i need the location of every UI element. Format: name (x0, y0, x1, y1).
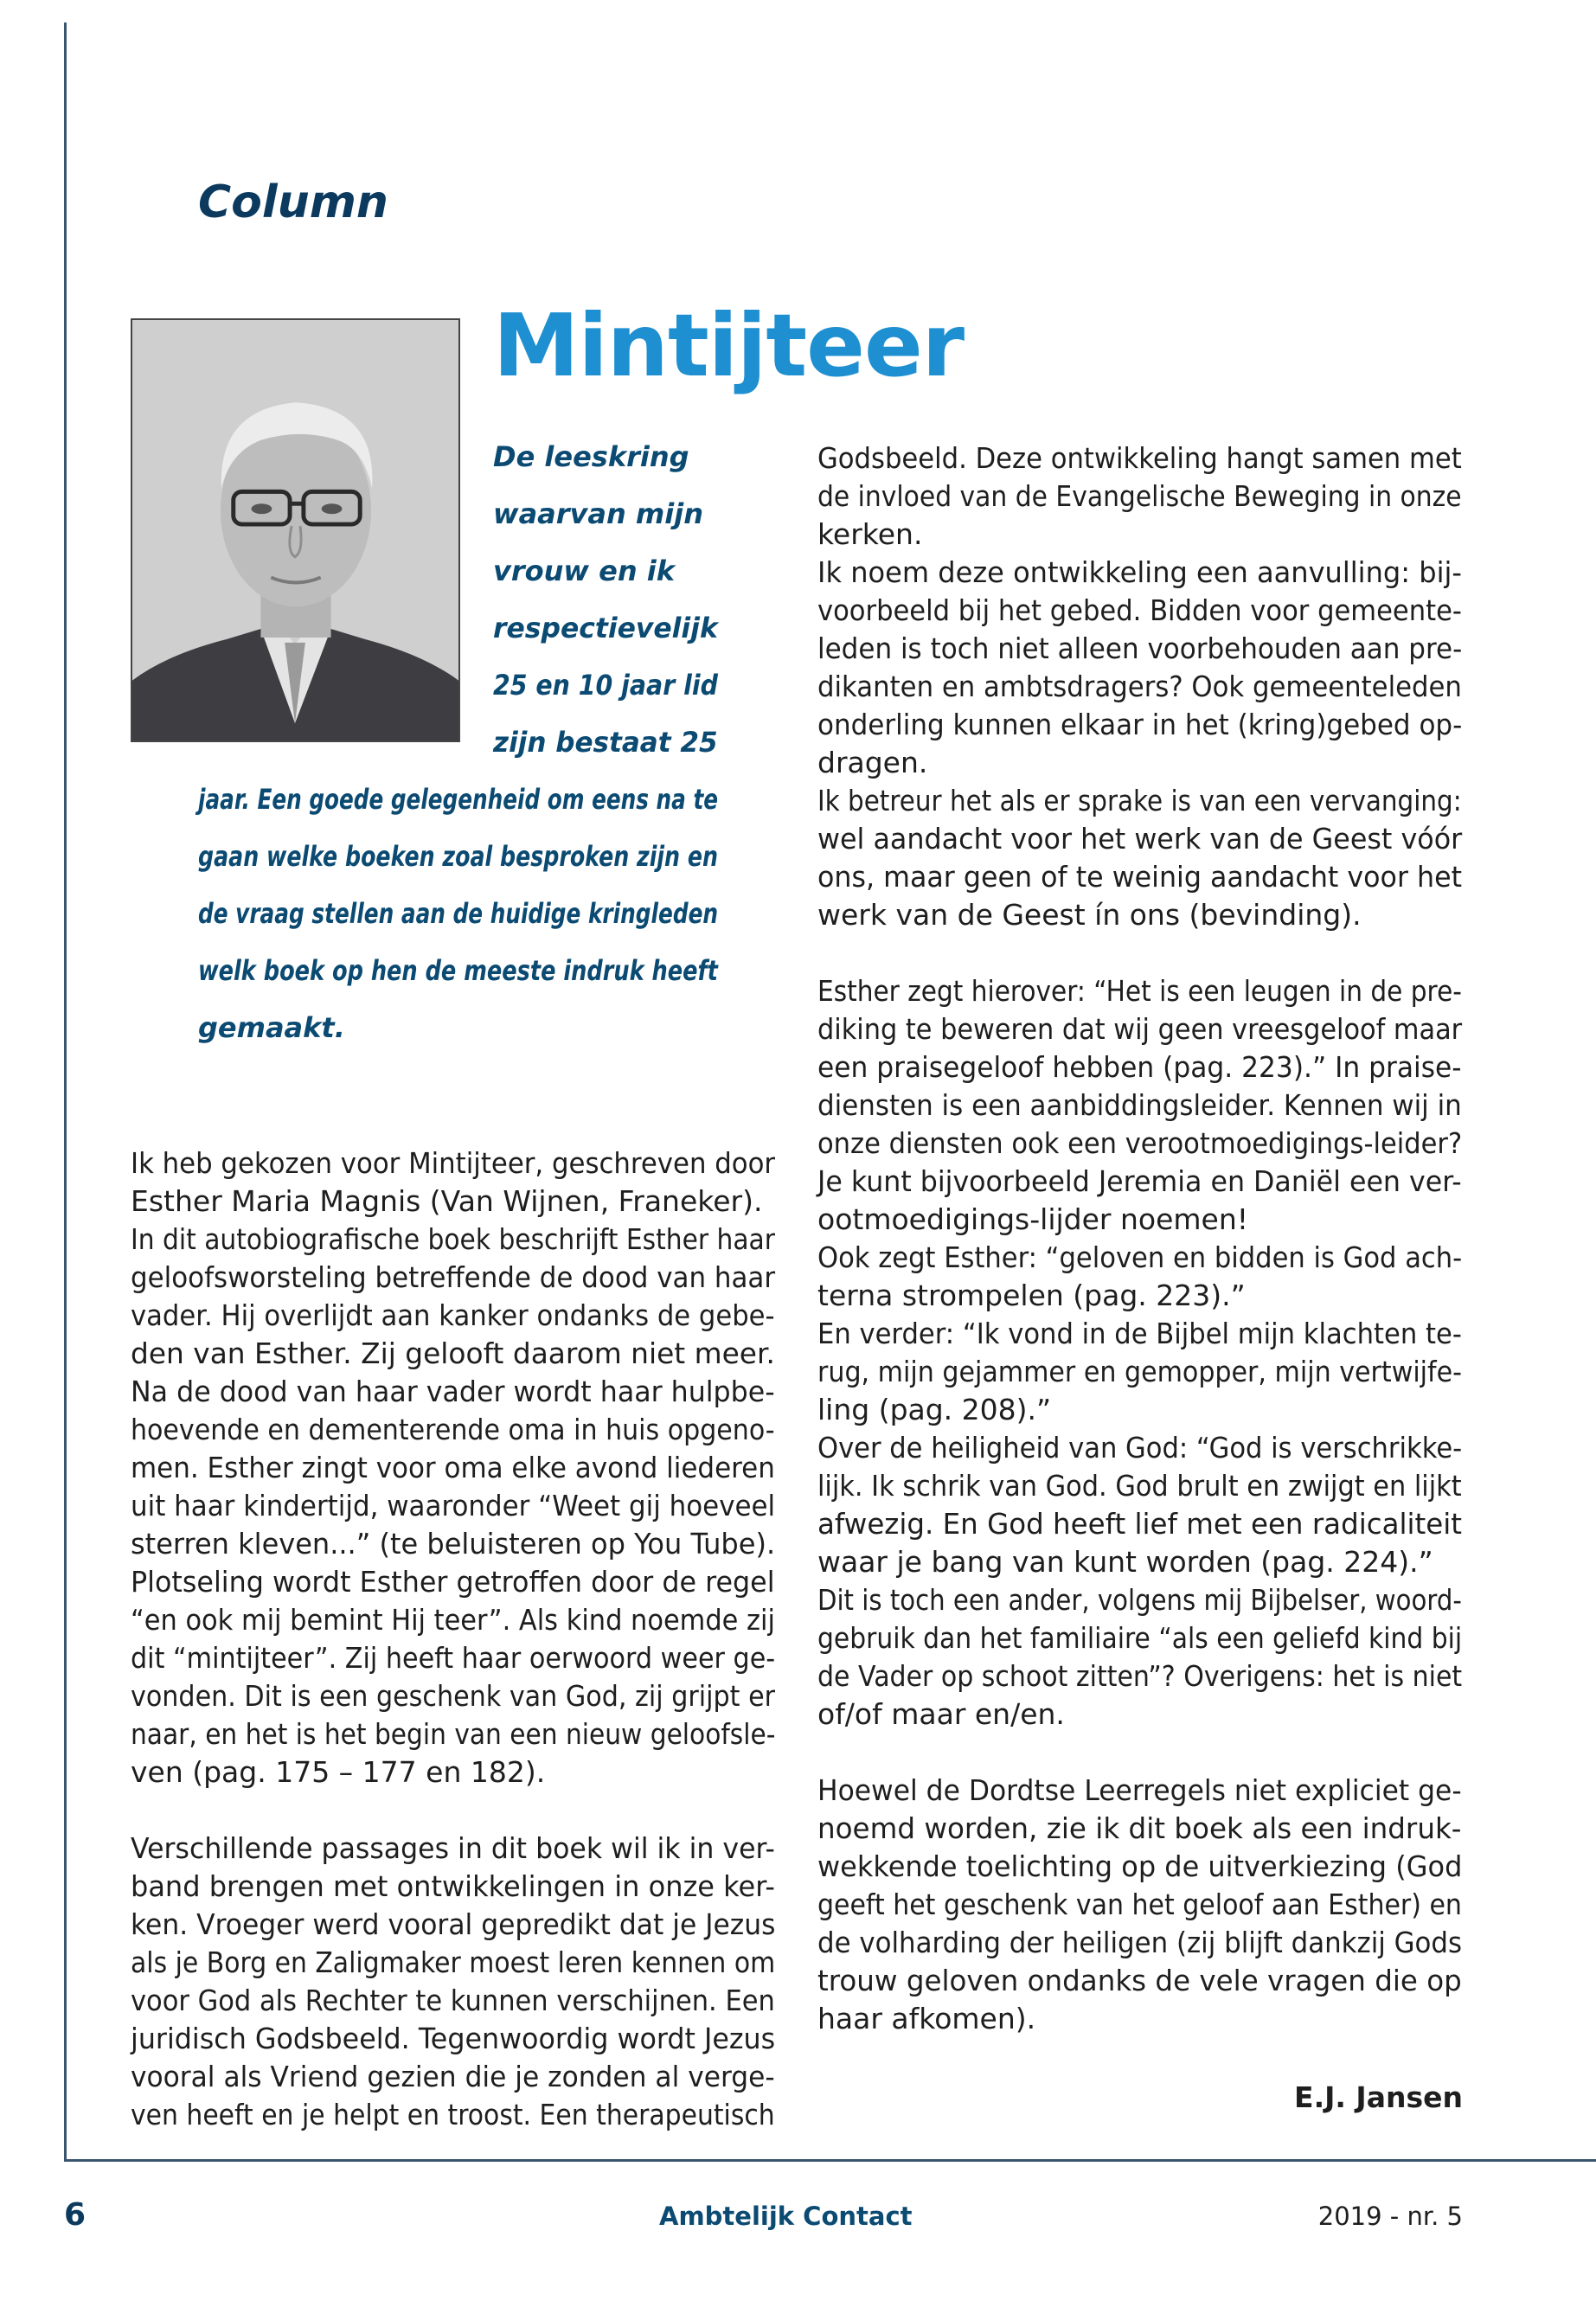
body-line: Over de heiligheid van God: “God is verschrikke- (817, 1431, 1463, 1465)
body-line: En verder: “Ik vond in de Bijbel mijn klachten te- (817, 1317, 1462, 1350)
body-line: gebruik dan het familiaire “als een geliefd kind bij (817, 1621, 1463, 1655)
body-line: geeft het geschenk van het geloof aan Esther) en (817, 1888, 1462, 1921)
intro-line: De leeskring (493, 440, 689, 473)
intro-line: jaar. Een goede gelegenheid om eens na te (198, 783, 719, 816)
body-line: rug, mijn gejammer en gemopper, mijn vertwijfe- (817, 1355, 1463, 1388)
body-line: wel aandacht voor het werk van de Geest vóór (817, 822, 1463, 856)
body-line: de Vader op schoot zitten”? Overigens: het is niet (817, 1659, 1463, 1693)
page-number: 6 (64, 2197, 87, 2233)
body-line: voor God als Rechter te kunnen verschijnen. Een (131, 1984, 775, 2017)
magazine-name: Ambtelijk Contact (659, 2202, 913, 2231)
body-line: Dit is toch een ander, volgens mij Bijbelser, woord- (817, 1583, 1462, 1617)
body-line: band brengen met ontwikkelingen in onze ker- (131, 1869, 775, 1903)
body-line: Esther Maria Magnis (Van Wijnen, Franeker). (131, 1184, 763, 1218)
body-line: terna strompelen (pag. 223).” (817, 1279, 1246, 1312)
body-line: werk van de Geest ín ons (bevinding). (817, 898, 1362, 932)
body-line: “en ook mij bemint Hij teer”. Als kind noemde zij (131, 1603, 775, 1637)
body-line: vooral als Vriend gezien die je zonden al verge- (131, 2060, 775, 2093)
body-line: ling (pag. 208).” (817, 1393, 1052, 1426)
body-line: of/of maar en/en. (817, 1697, 1065, 1731)
body-line: lijk. Ik schrik van God. God brult en zwijgt en lijkt (817, 1469, 1462, 1503)
body-line: den van Esther. Zij gelooft daarom niet meer. (131, 1336, 775, 1370)
body-line: Ik noem deze ontwikkeling een aanvulling: bij- (817, 555, 1462, 589)
left-margin-rule (64, 22, 67, 2161)
intro-line: de vraag stellen aan de huidige kringleden (198, 897, 719, 930)
body-line: Esther zegt hierover: “Het is een leugen in de pre- (817, 974, 1462, 1008)
body-line: men. Esther zingt voor oma elke avond liederen (131, 1451, 775, 1484)
body-line: trouw geloven ondanks de vele vragen die op (817, 1964, 1462, 1997)
body-line: vonden. Dit is een geschenk van God, zij grijpt er (131, 1679, 776, 1713)
body-line: Na de dood van haar vader wordt haar hulpbe- (131, 1375, 775, 1408)
intro-line: zijn bestaat 25 (493, 726, 718, 759)
body-line: dikanten en ambtsdragers? Ook gemeenteleden (817, 670, 1462, 703)
body-line: ootmoedigings-lijder noemen! (817, 1202, 1248, 1236)
body-line: een praisegeloof hebben (pag. 223).” In praise- (817, 1050, 1462, 1084)
body-line: haar afkomen). (817, 2002, 1036, 2035)
body-line: Plotseling wordt Esther getroffen door de regel (131, 1565, 775, 1599)
body-line: Je kunt bijvoorbeeld Jeremia en Daniël een ver- (817, 1164, 1462, 1198)
body-line: waar je bang van kunt worden (pag. 224).” (817, 1545, 1433, 1579)
body-line: naar, en het is het begin van een nieuw geloofsle- (131, 1717, 776, 1751)
author-signature: E.J. Jansen (1294, 2080, 1463, 2114)
intro-line: vrouw en ik (493, 554, 675, 587)
body-line: hoevende en dementerende oma in huis opgeno- (131, 1413, 775, 1446)
body-line: diensten is een aanbiddingsleider. Kennen wij in (817, 1088, 1462, 1122)
body-line: Verschillende passages in dit boek wil ik in ver- (131, 1831, 775, 1865)
body-line: Ik betreur het als er sprake is van een vervanging: (817, 784, 1462, 817)
intro-line: 25 en 10 jaar lid (493, 669, 718, 702)
intro-line: gemaakt. (198, 1011, 345, 1044)
body-line: leden is toch niet alleen voorbehouden aan pre- (817, 631, 1463, 665)
body-line: kerken. (817, 517, 923, 551)
body-line: ven (pag. 175 – 177 en 182). (131, 1755, 546, 1789)
body-line: geloofsworsteling betreffende de dood van haar (131, 1260, 776, 1294)
body-line: Ik heb gekozen voor Mintijteer, geschreven door (131, 1146, 776, 1180)
body-line: de invloed van de Evangelische Beweging in onze (817, 479, 1462, 513)
body-line: Ook zegt Esther: “geloven en bidden is God ach- (817, 1240, 1463, 1274)
body-line: de volharding der heiligen (zij blijft dankzij Gods (817, 1926, 1463, 1959)
footer-rule (64, 2159, 1596, 2162)
body-line: wekkende toelichting op de uitverkiezing (God (817, 1849, 1463, 1883)
body-line: als je Borg en Zaligmaker moest leren kennen om (131, 1945, 776, 1979)
body-line: dragen. (817, 746, 928, 779)
intro-line: gaan welke boeken zoal besproken zijn en (198, 840, 718, 873)
body-line: voorbeeld bij het gebed. Bidden voor gemeente- (817, 593, 1462, 627)
body-line: sterren kleven...” (te beluisteren op You Tube). (131, 1527, 776, 1561)
intro-line: waarvan mijn (493, 497, 703, 530)
body-line: onze diensten ook een verootmoedigings-leider? (817, 1126, 1463, 1160)
intro-line: respectievelijk (493, 612, 718, 644)
body-line: ken. Vroeger werd vooral gepredikt dat je Jezus (131, 1907, 776, 1941)
body-line: Godsbeeld. Deze ontwikkeling hangt samen met (817, 441, 1462, 475)
section-label: Column (198, 176, 388, 228)
body-line: ons, maar geen of te weinig aandacht voor het (817, 860, 1463, 894)
body-line: juridisch Godsbeeld. Tegenwoordig wordt Jezus (131, 2022, 776, 2055)
author-photo (131, 318, 460, 742)
body-line: noemd worden, zie ik dit boek als een indruk- (817, 1811, 1462, 1845)
body-line: In dit autobiografische boek beschrijft Esther haar (131, 1222, 775, 1256)
body-line: uit haar kindertijd, waaronder “Weet gij hoeveel (131, 1489, 776, 1522)
article-title: Mintijteer (493, 295, 965, 396)
author-portrait-image (132, 320, 458, 740)
body-line: diking te beweren dat wij geen vreesgeloof maar (817, 1012, 1463, 1046)
intro-line: welk boek op hen de meeste indruk heeft (198, 954, 718, 987)
body-line: vader. Hij overlijdt aan kanker ondanks de gebe- (131, 1298, 775, 1332)
body-line: ven heeft en je helpt en troost. Een therapeutisch (131, 2098, 775, 2131)
issue-label: 2019 - nr. 5 (1317, 2202, 1463, 2231)
body-line: dit “mintijteer”. Zij heeft haar oerwoord weer ge- (131, 1641, 776, 1675)
body-line: Hoewel de Dordtse Leerregels niet expliciet ge- (817, 1773, 1462, 1807)
body-line: onderling kunnen elkaar in het (kring)gebed op- (817, 708, 1463, 741)
body-line: afwezig. En God heeft lief met een radicaliteit (817, 1507, 1463, 1541)
